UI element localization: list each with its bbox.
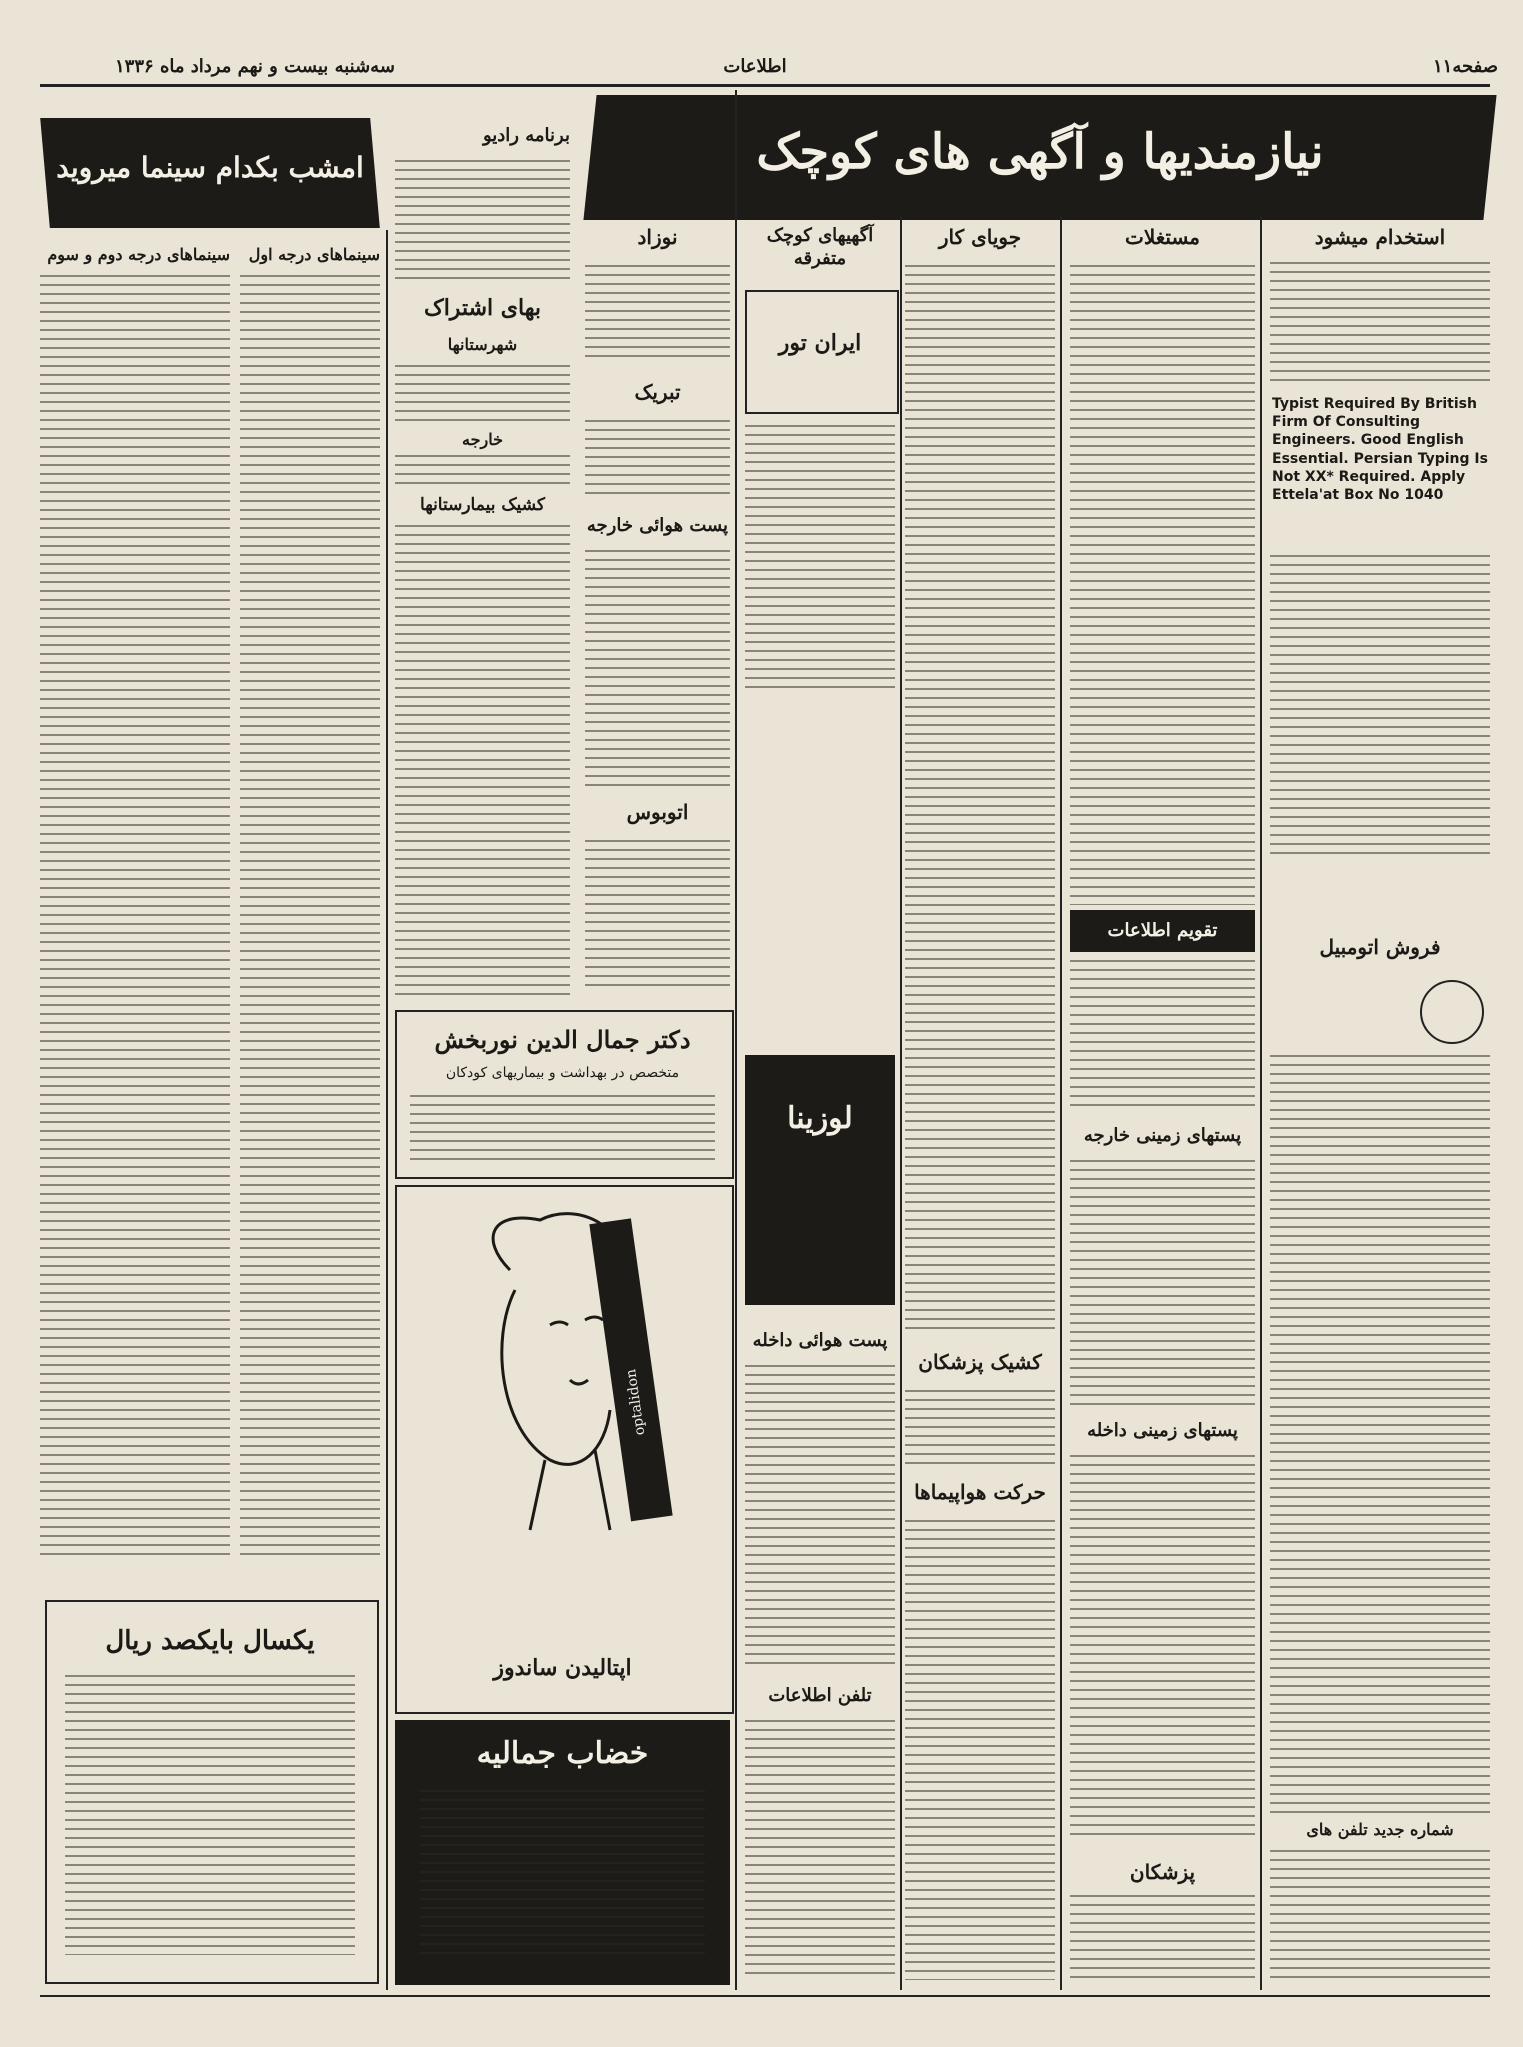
cinema-heading: امشب بکدام سینما میروید <box>56 151 364 184</box>
paper-name: اطلاعات <box>723 56 787 77</box>
optalidon-label: optalidon <box>623 1368 649 1437</box>
bus-heading: اتوبوس <box>626 800 689 824</box>
doctor-name: دکتر جمال الدین نوربخش <box>434 1025 691 1054</box>
doctor-specialty: متخصص در بهداشت و بیماریهای کودکان <box>445 1065 680 1081</box>
watch-ad <box>745 1055 895 1305</box>
issue-date: سه‌شنبه بیست و نهم مرداد ماه ۱۳۳۶ <box>115 56 395 77</box>
hospital-clinic-heading: کشیک بیمارستانها <box>420 495 545 515</box>
provinces-heading: شهرستانها <box>447 335 518 354</box>
cinema-second-class: سینماهای درجه دوم و سوم <box>47 245 230 264</box>
ettelaat-phone-heading: تلفن اطلاعات <box>768 1685 872 1706</box>
physicians-heading: پزشکان <box>1129 1860 1196 1884</box>
iran-tour-title: ایران تور <box>778 330 862 356</box>
domestic-land-mail-heading: پستهای زمینی داخله <box>1087 1420 1238 1441</box>
domestic-air-mail-heading: پست هوائی داخله <box>752 1330 888 1351</box>
car-sales-heading: فروش اتومبیل <box>1319 935 1441 959</box>
small-ads-heading: نیازمندیها و آگهی های کوچک <box>756 124 1324 180</box>
doctor-duty-heading: کشیک پزشکان <box>918 1350 1042 1374</box>
yearly-subscription-title: یکسال بایکصد ریال <box>105 1626 315 1656</box>
foreign-land-mail-heading: پستهای زمینی خارجه <box>1083 1125 1242 1146</box>
english-ad: Typist Required By British Firm Of Consulting Engineers. Good English Essential. Persian Typing Is Not XX* Required. Apply Ettela'at Box No 1040 <box>1272 396 1488 503</box>
subscription-heading: بهای اشتراک <box>424 295 541 321</box>
job-seekers-heading: جویای کار <box>938 225 1022 249</box>
air-travel-heading: حرکت هواپیماها <box>914 1480 1046 1504</box>
properties-heading: مستغلات <box>1125 225 1200 249</box>
birth-heading: نوزاد <box>637 225 678 249</box>
new-phone-heading: شماره جدید تلفن های <box>1306 1820 1454 1839</box>
page-number: صفحه۱۱ <box>1432 56 1498 77</box>
foreign-air-mail-heading: پست هوائی خارجه <box>586 515 729 536</box>
congrats-heading: تبریک <box>634 380 681 404</box>
royal-crest-icon <box>1420 980 1484 1044</box>
watch-brand: لوزینا <box>787 1101 853 1136</box>
hair-dye-title: خضاب جمالیه <box>476 1736 649 1771</box>
cinema-first-class: سینماهای درجه اول <box>248 245 380 264</box>
paper-services-heading: تقویم اطلاعات <box>1107 920 1218 941</box>
abroad-heading: خارجه <box>462 430 503 449</box>
radio-heading: برنامه رادیو <box>482 125 570 146</box>
employment-heading: استخدام میشود <box>1314 225 1446 249</box>
small-ads-misc-heading: آگهیهای کوچک متفرقه <box>766 225 874 269</box>
optalidon-name: اپتالیدن ساندوز <box>493 1655 632 1681</box>
woman-illustration <box>420 1200 700 1640</box>
